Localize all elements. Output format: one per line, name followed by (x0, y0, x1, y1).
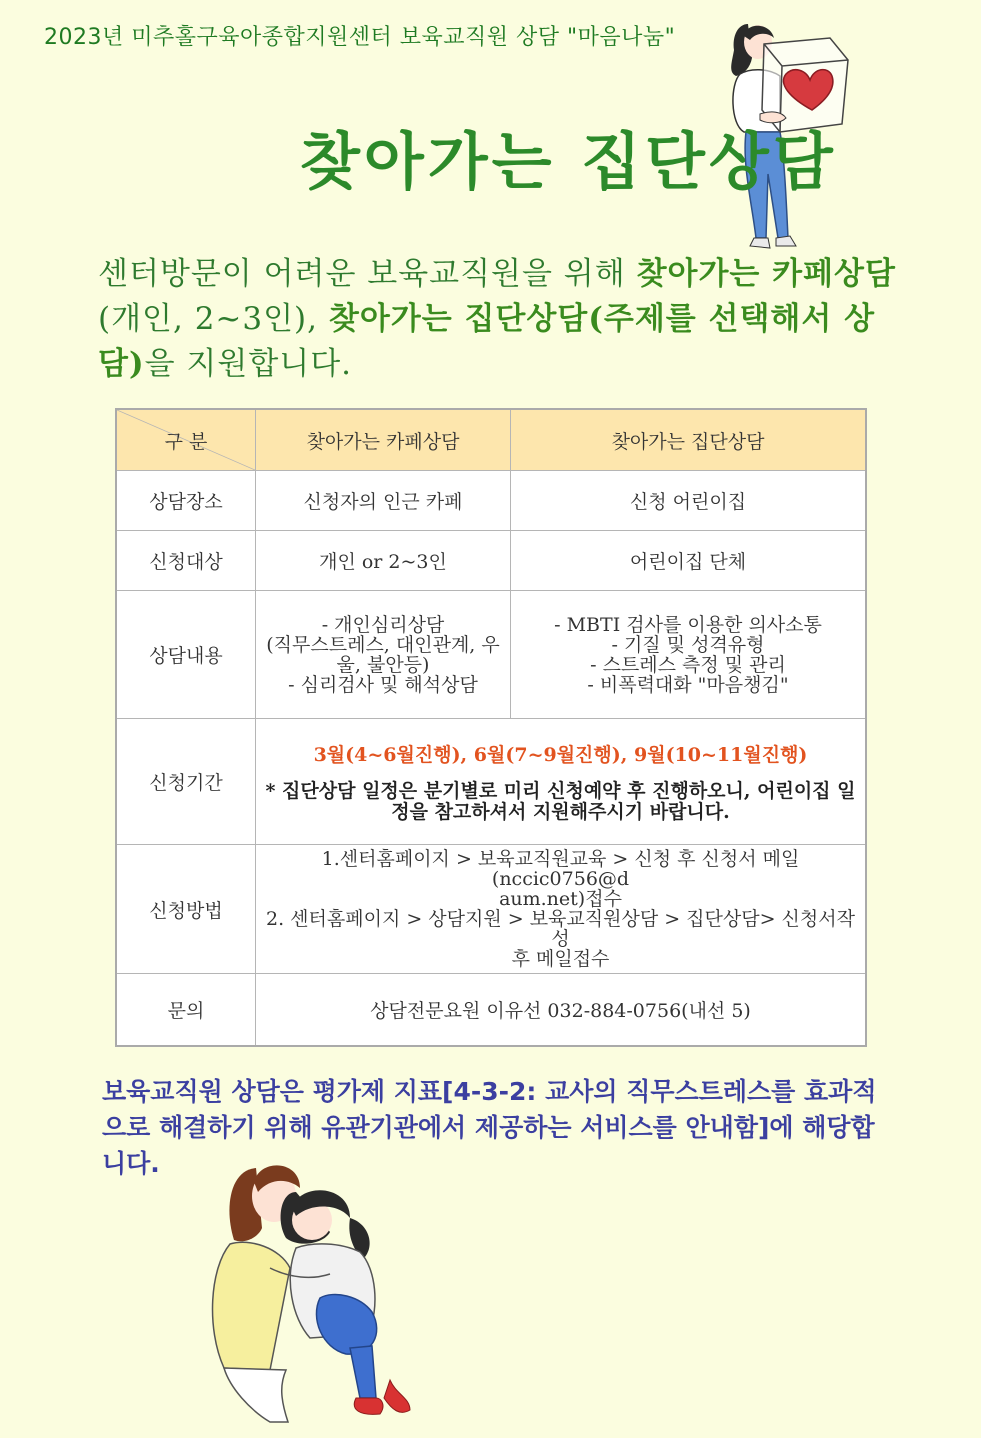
row-label: 문의 (116, 974, 256, 1046)
header-subtitle: 2023년 미추홀구육아종합지원센터 보육교직원 상담 "마음나눔" (44, 25, 676, 50)
intro-text-2: (개인, 2~3인), (98, 301, 329, 337)
content-line: - MBTI 검사를 이용한 의사소통 (554, 613, 822, 636)
evaluation-footnote: 보육교직원 상담은 평가제 지표[4-3-2: 교사의 직무스트레스를 효과적으로 해결하기 위해 유관기관에서 제공하는 서비스를 안내함]에 해당합니다. (102, 1077, 877, 1178)
method-line: 후 메일접수 (511, 948, 610, 970)
content-line: 울, 불안등) (336, 653, 430, 676)
page-title: 찾아가는 집단상담 (300, 125, 837, 198)
row-label: 상담장소 (116, 471, 256, 531)
header-cafe-counseling: 찾아가는 카페상담 (256, 409, 511, 471)
header-category: 구 분 (116, 409, 256, 471)
method-line: aum.net)접수 (499, 888, 622, 910)
content-line: (직무스트레스, 대인관계, 우 (266, 633, 500, 656)
header-group-counseling: 찾아가는 집단상담 (511, 409, 867, 471)
table-row (116, 845, 866, 974)
table-cell-group-content (511, 591, 867, 719)
content-line: - 심리검사 및 해석상담 (288, 673, 478, 696)
content-line: - 비폭력대화 "마음챙김" (587, 673, 789, 696)
content-line: - 개인심리상담 (321, 613, 445, 636)
notice-line: 정을 참고하셔서 지원해주시기 바랍니다. (391, 801, 730, 823)
counseling-info-table (115, 408, 867, 1047)
table-cell: 개인 or 2~3인 (256, 531, 511, 591)
table-row (116, 471, 866, 531)
content-line: - 스트레스 측정 및 관리 (590, 653, 786, 676)
table-row (116, 531, 866, 591)
notice-line: * 집단상담 일정은 분기별로 미리 신청예약 후 진행하오니, 어린이집 일 (265, 780, 856, 802)
comforting-hug-illustration (200, 1148, 420, 1428)
row-label: 신청대상 (116, 531, 256, 591)
table-cell: 어린이집 단체 (511, 531, 867, 591)
table-cell: 신청자의 인근 카페 (256, 471, 511, 531)
table-cell-cafe-content (256, 591, 511, 719)
intro-text-1: 센터방문이 어려운 보육교직원을 위해 (98, 256, 637, 292)
content-line: - 기질 및 성격유형 (611, 633, 765, 656)
table-row (116, 974, 866, 1046)
table-cell-method (256, 845, 867, 974)
intro-highlight-cafe: 찾아가는 카페상담 (636, 256, 896, 292)
table-cell: 신청 어린이집 (511, 471, 867, 531)
table-cell-inquiry: 상담전문요원 이유선 032-884-0756(내선 5) (256, 974, 867, 1046)
intro-text-3: 을 지원합니다. (144, 346, 353, 382)
row-label: 신청기간 (116, 719, 256, 845)
schedule-text: 3월(4~6월진행), 6월(7~9월진행), 9월(10~11월진행) (313, 744, 808, 766)
intro-paragraph (98, 252, 918, 387)
table-row (116, 719, 866, 845)
table-cell-period (256, 719, 867, 845)
intro-highlight-group: 찾아가는 집단상담(주제를 선택해서 상담) (98, 301, 876, 382)
method-line: 2. 센터홈페이지 > 상담지원 > 보육교직원상담 > 집단상담> 신청서작성 (266, 908, 855, 950)
row-label: 상담내용 (116, 591, 256, 719)
method-line: 1.센터홈페이지 > 보육교직원교육 > 신청 후 신청서 메일 (nccic0756@d (321, 848, 800, 890)
table-row (116, 591, 866, 719)
row-label: 신청방법 (116, 845, 256, 974)
